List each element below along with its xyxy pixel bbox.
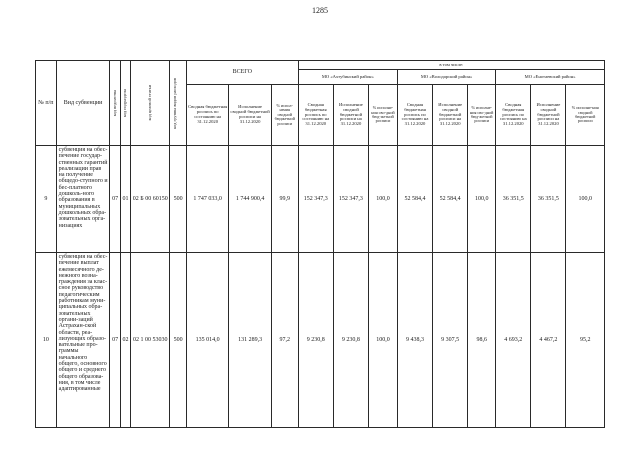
row-target: 02 Б 00 60150	[131, 146, 170, 253]
table-row	[36, 146, 605, 253]
subvention-table	[35, 60, 605, 428]
row-pct-mo1: 100,0	[368, 146, 397, 253]
row-exec-mo1: 152 347,3	[333, 146, 368, 253]
row-plan-mo2: 9 438,3	[397, 253, 432, 428]
page-number: 1285	[312, 6, 328, 15]
plan-total-header: Сводная бюджетная роспись по состоянию на 31.12.2020	[186, 85, 228, 146]
row-plan-total: 1 747 033,0	[186, 146, 228, 253]
row-section: 01	[120, 146, 130, 253]
row-exec-mo2: 9 307,5	[433, 253, 468, 428]
row-pct-mo1: 100,0	[368, 253, 397, 428]
plan-mo3-header: Сводная бюджетная роспись по состоянию на 31.12.2020	[496, 85, 531, 146]
row-section: 02	[120, 253, 130, 428]
row-plan-mo3: 4 693,2	[496, 253, 531, 428]
col-admin-label: код ведомства	[111, 89, 117, 117]
row-plan-mo2: 52 584,4	[397, 146, 432, 253]
row-admin: 07	[110, 146, 120, 253]
row-target: 02 1 00 53030	[131, 253, 170, 428]
row-pct-mo3: 95,2	[566, 253, 605, 428]
row-plan-total: 135 014,0	[186, 253, 228, 428]
col-num-header: № п/п	[36, 61, 57, 146]
row-desc: субвенция на обес-печение государ-ственных гарантий реализации прав на получение общедо-ступного и бес-платного дошколь-ного образования в муниципальных дошкольных обра-зовательных орга-низациях	[56, 146, 110, 253]
row-desc: субвенция на обес-печение выплат ежемесячного де-нежного возна-граждения за клас-сное руководство педагогическим работникам муни-ципальных обра-зовательных органи-заций Астрахан-ской области, реа-лизующих образо-вательные про-граммы начального общего, основного общего и среднего общего образова-ния, в том числе адаптированные	[56, 253, 110, 428]
col-expense-header	[170, 61, 187, 146]
exec-total-header: Исполнение сводной бюджетной росписи на 31.12.2020	[229, 85, 271, 146]
row-num: 9	[36, 146, 57, 253]
header-row-1	[36, 61, 605, 70]
row-plan-mo1: 9 230,8	[298, 253, 333, 428]
pct-mo1-header: % исполне-ния сво-дной бюд-жетной росписи	[368, 85, 397, 146]
row-pct-mo2: 100,0	[468, 146, 496, 253]
col-target-header	[131, 61, 170, 146]
total-group-header: ВСЕГО	[186, 61, 298, 85]
col-section-header	[120, 61, 130, 146]
exec-mo2-header: Исполнение сводной бюджетной росписи на 31.12.2020	[433, 85, 468, 146]
row-pct-mo2: 98,6	[468, 253, 496, 428]
col-target-label: код целевой статьи	[146, 85, 152, 121]
row-num: 10	[36, 253, 57, 428]
col-type-header: Вид субвенции	[56, 61, 110, 146]
row-exec-mo3: 4 467,2	[531, 253, 566, 428]
table-row	[36, 253, 605, 428]
mo2-header: МО «Володарский район»	[397, 70, 495, 85]
row-expense: 500	[170, 253, 187, 428]
col-admin-header	[110, 61, 120, 146]
including-header: в том числе:	[298, 61, 604, 70]
plan-mo2-header: Сводная бюджетная роспись по состоянию на 31.12.2020	[397, 85, 432, 146]
row-exec-total: 1 744 900,4	[229, 146, 271, 253]
plan-mo1-header: Сводная бюджетная роспись по состоянию на 31.12.2020	[298, 85, 333, 146]
mo1-header: МО «Ахтубинский район»	[298, 70, 397, 85]
row-exec-mo2: 52 584,4	[433, 146, 468, 253]
exec-mo3-header: Исполнение сводной бюджетной росписи на 31.12.2020	[531, 85, 566, 146]
pct-total-header: % испол-нения сводной бюджетной росписи	[271, 85, 298, 146]
mo3-header: МО «Енотаевский район»	[496, 70, 605, 85]
pct-mo3-header: % исполне-ния сводной бюджетной росписи	[566, 85, 605, 146]
row-exec-mo3: 36 351,5	[531, 146, 566, 253]
pct-mo2-header: % исполне-ния сво-дной бюд-жетной росписи	[468, 85, 496, 146]
row-plan-mo3: 36 351,5	[496, 146, 531, 253]
row-admin: 07	[110, 253, 120, 428]
col-section-label: код подраздела	[122, 88, 128, 118]
row-expense: 500	[170, 146, 187, 253]
row-pct-total: 97,2	[271, 253, 298, 428]
exec-mo1-header: Исполнение сводной бюджетной росписи на 31.12.2020	[333, 85, 368, 146]
row-plan-mo1: 152 347,3	[298, 146, 333, 253]
row-exec-total: 131 289,3	[229, 253, 271, 428]
row-exec-mo1: 9 230,8	[333, 253, 368, 428]
row-pct-total: 99,9	[271, 146, 298, 253]
col-expense-label: код группы видов расходов	[172, 77, 178, 129]
row-pct-mo3: 100,0	[566, 146, 605, 253]
